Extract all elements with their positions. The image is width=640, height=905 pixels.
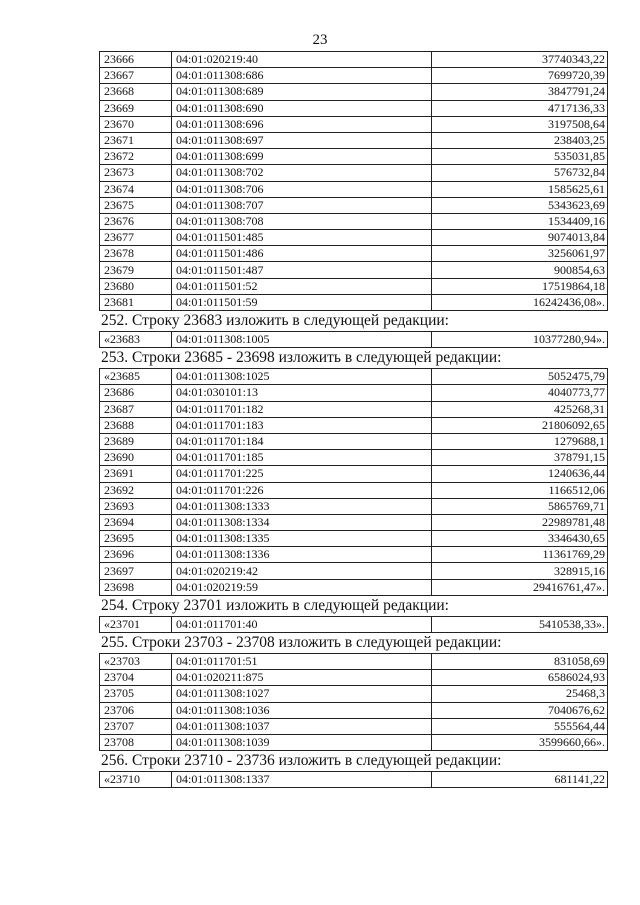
cadastral-number-cell: 04:01:011308:1005 — [172, 332, 432, 348]
table-row — [100, 734, 608, 750]
table-row — [100, 278, 608, 294]
cadastral-number-cell: 04:01:011701:40 — [172, 616, 432, 632]
table-row — [100, 670, 608, 686]
row-number-cell: 23697 — [100, 563, 172, 579]
cadastral-number-cell: 04:01:011501:485 — [172, 230, 432, 246]
table-row — [100, 100, 608, 116]
table-row — [100, 294, 608, 310]
amendment-heading: 256. Строки 23710 - 23736 изложить в следующей редакции: — [101, 752, 502, 770]
cadastral-number-cell: 04:01:011308:1025 — [172, 369, 432, 385]
table-row — [100, 230, 608, 246]
row-number-cell: 23704 — [100, 670, 172, 686]
row-number-cell: 23679 — [100, 262, 172, 278]
data-table — [99, 616, 608, 633]
row-number-cell: 23677 — [100, 230, 172, 246]
value-cell: 831058,69 — [432, 654, 608, 670]
table-row — [100, 52, 608, 68]
row-number-cell: 23673 — [100, 165, 172, 181]
cadastral-number-cell: 04:01:011308:1335 — [172, 531, 432, 547]
value-cell: 7699720,39 — [432, 68, 608, 84]
amendment-heading: 253. Строки 23685 - 23698 изложить в следующей редакции: — [101, 349, 502, 367]
cadastral-number-cell: 04:01:011701:183 — [172, 417, 432, 433]
row-number-cell: 23669 — [100, 100, 172, 116]
cadastral-number-cell: 04:01:011701:184 — [172, 433, 432, 449]
row-number-cell: 23667 — [100, 68, 172, 84]
value-cell: 1279688,1 — [432, 433, 608, 449]
table-row — [100, 401, 608, 417]
cadastral-number-cell: 04:01:011308:686 — [172, 68, 432, 84]
value-cell: 555564,44 — [432, 718, 608, 734]
table-row — [100, 149, 608, 165]
value-cell: 5865769,71 — [432, 498, 608, 514]
value-cell: 238403,25 — [432, 132, 608, 148]
table-row — [100, 482, 608, 498]
cadastral-number-cell: 04:01:011308:1334 — [172, 514, 432, 530]
value-cell: 1240636,44 — [432, 466, 608, 482]
cadastral-number-cell: 04:01:020219:59 — [172, 579, 432, 595]
row-number-cell: 23668 — [100, 84, 172, 100]
value-cell: 1166512,06 — [432, 482, 608, 498]
value-cell: 328915,16 — [432, 563, 608, 579]
table-row — [100, 466, 608, 482]
row-number-cell: «23703 — [100, 654, 172, 670]
value-cell: 425268,31 — [432, 401, 608, 417]
cadastral-number-cell: 04:01:020219:40 — [172, 52, 432, 68]
table-row — [100, 132, 608, 148]
value-cell: 5410538,33». — [432, 616, 608, 632]
row-number-cell: «23685 — [100, 369, 172, 385]
row-number-cell: 23670 — [100, 116, 172, 132]
data-table — [99, 331, 608, 348]
table-row — [100, 262, 608, 278]
value-cell: 10377280,94». — [432, 332, 608, 348]
value-cell: 9074013,84 — [432, 230, 608, 246]
table-row — [100, 197, 608, 213]
row-number-cell: «23683 — [100, 332, 172, 348]
row-number-cell: 23678 — [100, 246, 172, 262]
table-row — [100, 718, 608, 734]
table-row — [100, 369, 608, 385]
value-cell: 16242436,08». — [432, 294, 608, 310]
amendment-heading: 252. Строку 23683 изложить в следующей редакции: — [101, 312, 449, 329]
value-cell: 378791,15 — [432, 450, 608, 466]
table-row — [100, 514, 608, 530]
cadastral-number-cell: 04:01:011308:1027 — [172, 686, 432, 702]
row-number-cell: 23688 — [100, 417, 172, 433]
cadastral-number-cell: 04:01:011701:225 — [172, 466, 432, 482]
cadastral-number-cell: 04:01:030101:13 — [172, 385, 432, 401]
table-row — [100, 547, 608, 563]
row-number-cell: 23680 — [100, 278, 172, 294]
cadastral-number-cell: 04:01:011308:1337 — [172, 772, 432, 788]
table-row — [100, 385, 608, 401]
cadastral-number-cell: 04:01:011308:1037 — [172, 718, 432, 734]
table-row — [100, 450, 608, 466]
value-cell: 5343623,69 — [432, 197, 608, 213]
cadastral-number-cell: 04:01:011501:59 — [172, 294, 432, 310]
table-row — [100, 563, 608, 579]
cadastral-number-cell: 04:01:020219:42 — [172, 563, 432, 579]
row-number-cell: 23686 — [100, 385, 172, 401]
amendment-heading: 254. Строку 23701 изложить в следующей редакции: — [101, 596, 449, 614]
table-row — [100, 165, 608, 181]
row-number-cell: 23675 — [100, 197, 172, 213]
table-row — [100, 332, 608, 348]
amendment-heading: 255. Строки 23703 - 23708 изложить в следующей редакции: — [101, 634, 502, 651]
cadastral-number-cell: 04:01:011308:1039 — [172, 734, 432, 750]
cadastral-number-cell: 04:01:011308:697 — [172, 132, 432, 148]
value-cell: 4717136,33 — [432, 100, 608, 116]
value-cell: 3197508,64 — [432, 116, 608, 132]
cadastral-number-cell: 04:01:011701:182 — [172, 401, 432, 417]
data-table — [99, 771, 608, 788]
table-row — [100, 84, 608, 100]
value-cell: 11361769,29 — [432, 547, 608, 563]
value-cell: 900854,63 — [432, 262, 608, 278]
cadastral-number-cell: 04:01:011501:487 — [172, 262, 432, 278]
row-number-cell: 23693 — [100, 498, 172, 514]
cadastral-number-cell: 04:01:011501:486 — [172, 246, 432, 262]
table-row — [100, 417, 608, 433]
page-number: 23 — [312, 32, 328, 48]
table-row — [100, 616, 608, 632]
row-number-cell: 23681 — [100, 294, 172, 310]
cadastral-number-cell: 04:01:020211:875 — [172, 670, 432, 686]
table-row — [100, 579, 608, 595]
value-cell: 6586024,93 — [432, 670, 608, 686]
row-number-cell: 23698 — [100, 579, 172, 595]
cadastral-number-cell: 04:01:011308:699 — [172, 149, 432, 165]
cadastral-number-cell: 04:01:011308:702 — [172, 165, 432, 181]
cadastral-number-cell: 04:01:011701:226 — [172, 482, 432, 498]
cadastral-number-cell: 04:01:011308:696 — [172, 116, 432, 132]
row-number-cell: 23705 — [100, 686, 172, 702]
cadastral-number-cell: 04:01:011308:1036 — [172, 702, 432, 718]
cadastral-number-cell: 04:01:011308:708 — [172, 213, 432, 229]
row-number-cell: «23710 — [100, 772, 172, 788]
cadastral-number-cell: 04:01:011701:185 — [172, 450, 432, 466]
value-cell: 22989781,48 — [432, 514, 608, 530]
table-row — [100, 116, 608, 132]
document-body — [99, 51, 607, 788]
value-cell: 3847791,24 — [432, 84, 608, 100]
table-row — [100, 686, 608, 702]
value-cell: 25468,3 — [432, 686, 608, 702]
row-number-cell: 23672 — [100, 149, 172, 165]
data-table — [99, 51, 608, 311]
row-number-cell: 23706 — [100, 702, 172, 718]
row-number-cell: 23695 — [100, 531, 172, 547]
value-cell: 3599660,66». — [432, 734, 608, 750]
value-cell: 576732,84 — [432, 165, 608, 181]
cadastral-number-cell: 04:01:011308:690 — [172, 100, 432, 116]
value-cell: 5052475,79 — [432, 369, 608, 385]
value-cell: 681141,22 — [432, 772, 608, 788]
row-number-cell: 23676 — [100, 213, 172, 229]
value-cell: 21806092,65 — [432, 417, 608, 433]
value-cell: 7040676,62 — [432, 702, 608, 718]
row-number-cell: 23666 — [100, 52, 172, 68]
value-cell: 1534409,16 — [432, 213, 608, 229]
data-table — [99, 368, 608, 596]
row-number-cell: 23671 — [100, 132, 172, 148]
cadastral-number-cell: 04:01:011308:707 — [172, 197, 432, 213]
cadastral-number-cell: 04:01:011701:51 — [172, 654, 432, 670]
row-number-cell: 23694 — [100, 514, 172, 530]
cadastral-number-cell: 04:01:011308:689 — [172, 84, 432, 100]
table-row — [100, 498, 608, 514]
table-row — [100, 654, 608, 670]
value-cell: 535031,85 — [432, 149, 608, 165]
cadastral-number-cell: 04:01:011308:706 — [172, 181, 432, 197]
value-cell: 29416761,47». — [432, 579, 608, 595]
row-number-cell: 23692 — [100, 482, 172, 498]
value-cell: 37740343,22 — [432, 52, 608, 68]
data-table — [99, 653, 608, 751]
table-row — [100, 246, 608, 262]
table-row — [100, 433, 608, 449]
table-row — [100, 531, 608, 547]
row-number-cell: 23707 — [100, 718, 172, 734]
row-number-cell: 23690 — [100, 450, 172, 466]
value-cell: 17519864,18 — [432, 278, 608, 294]
row-number-cell: 23674 — [100, 181, 172, 197]
table-row — [100, 213, 608, 229]
value-cell: 3346430,65 — [432, 531, 608, 547]
row-number-cell: «23701 — [100, 616, 172, 632]
value-cell: 1585625,61 — [432, 181, 608, 197]
row-number-cell: 23687 — [100, 401, 172, 417]
table-row — [100, 702, 608, 718]
table-row — [100, 68, 608, 84]
cadastral-number-cell: 04:01:011501:52 — [172, 278, 432, 294]
row-number-cell: 23691 — [100, 466, 172, 482]
table-row — [100, 772, 608, 788]
row-number-cell: 23689 — [100, 433, 172, 449]
value-cell: 4040773,77 — [432, 385, 608, 401]
cadastral-number-cell: 04:01:011308:1336 — [172, 547, 432, 563]
cadastral-number-cell: 04:01:011308:1333 — [172, 498, 432, 514]
value-cell: 3256061,97 — [432, 246, 608, 262]
table-row — [100, 181, 608, 197]
row-number-cell: 23708 — [100, 734, 172, 750]
row-number-cell: 23696 — [100, 547, 172, 563]
